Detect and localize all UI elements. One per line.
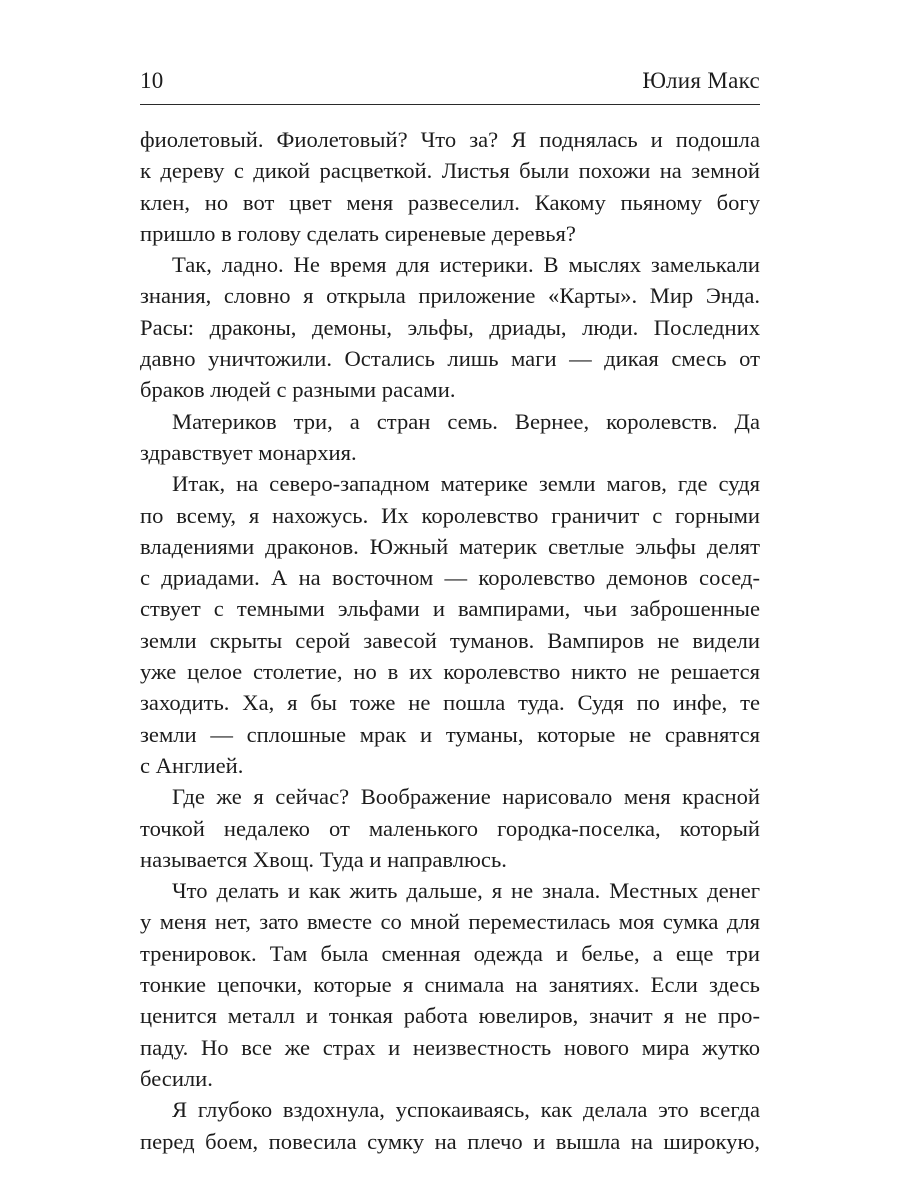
text-line: давно уничтожили. Остались лишь маги — дикая смесь от <box>140 346 760 372</box>
text-line: ценится металл и тонкая работа ювелиров, значит я не про- <box>140 1003 760 1029</box>
text-line: у меня нет, зато вместе со мной переместилась моя сумка для <box>140 909 760 935</box>
text-line: пришло в голову сделать сиреневые деревья? <box>140 220 576 246</box>
text-line: владениями драконов. Южный материк светлые эльфы делят <box>140 533 760 559</box>
text-line: Материков три, а стран семь. Вернее, королевств. Да <box>172 408 760 434</box>
body-text <box>140 124 760 1157</box>
text-line: по всему, я нахожусь. Их королевство граничит с горными <box>140 502 760 528</box>
text-line: Так, ладно. Не время для истерики. В мыслях замелькали <box>172 252 760 278</box>
text-line: уже целое столетие, но в их королевство никто не решается <box>140 659 760 685</box>
text-line: тренировок. Там была сменная одежда и белье, а еще три <box>140 940 760 966</box>
text-line: фиолетовый. Фиолетовый? Что за? Я поднялась и подошла <box>140 127 760 152</box>
text-line: ствует с темными эльфами и вампирами, чьи заброшенные <box>140 596 760 622</box>
running-header <box>140 68 760 98</box>
text-line: паду. Но все же страх и неизвестность нового мира жутко <box>140 1034 760 1060</box>
text-line: здравствует монархия. <box>140 439 357 465</box>
text-line: браков людей с разными расами. <box>140 377 456 403</box>
header-rule <box>140 104 760 105</box>
text-line: перед боем, повесила сумку на плечо и вышла на широкую, <box>140 1128 760 1154</box>
author-name: Юлия Макс <box>642 68 760 93</box>
text-line: клен, но вот цвет меня развеселил. Какому пьяному богу <box>140 189 760 215</box>
text-line: Что делать и как жить дальше, я не знала. Местных денег <box>172 878 760 904</box>
text-line: Итак, на северо-западном материке земли магов, где судя <box>172 471 760 497</box>
text-line: Расы: драконы, демоны, эльфы, дриады, люди. Последних <box>140 314 760 340</box>
text-line: с дриадами. А на восточном — королевство демонов сосед- <box>140 565 760 591</box>
text-line: бесили. <box>140 1065 213 1091</box>
text-line: называется Хвощ. Туда и направлюсь. <box>140 846 507 872</box>
text-line: заходить. Ха, я бы тоже не пошла туда. Судя по инфе, те <box>140 690 760 716</box>
text-line: знания, словно я открыла приложение «Карты». Мир Энда. <box>140 283 760 309</box>
page-number: 10 <box>140 68 164 93</box>
text-line: Где же я сейчас? Воображение нарисовало меня красной <box>172 784 760 810</box>
text-line: Я глубоко вздохнула, успокаиваясь, как делала это всегда <box>172 1097 760 1123</box>
text-line: земли скрыты серой завесой туманов. Вампиров не видели <box>140 627 760 653</box>
text-line: с Англией. <box>140 752 244 778</box>
text-line: земли — сплошные мрак и туманы, которые не сравнятся <box>140 721 760 747</box>
text-line: к дереву с дикой расцветкой. Листья были похожи на земной <box>140 158 760 184</box>
book-page <box>140 0 760 1200</box>
text-line: точкой недалеко от маленького городка-поселка, который <box>140 815 760 841</box>
text-line: тонкие цепочки, которые я снимала на занятиях. Если здесь <box>140 972 760 998</box>
